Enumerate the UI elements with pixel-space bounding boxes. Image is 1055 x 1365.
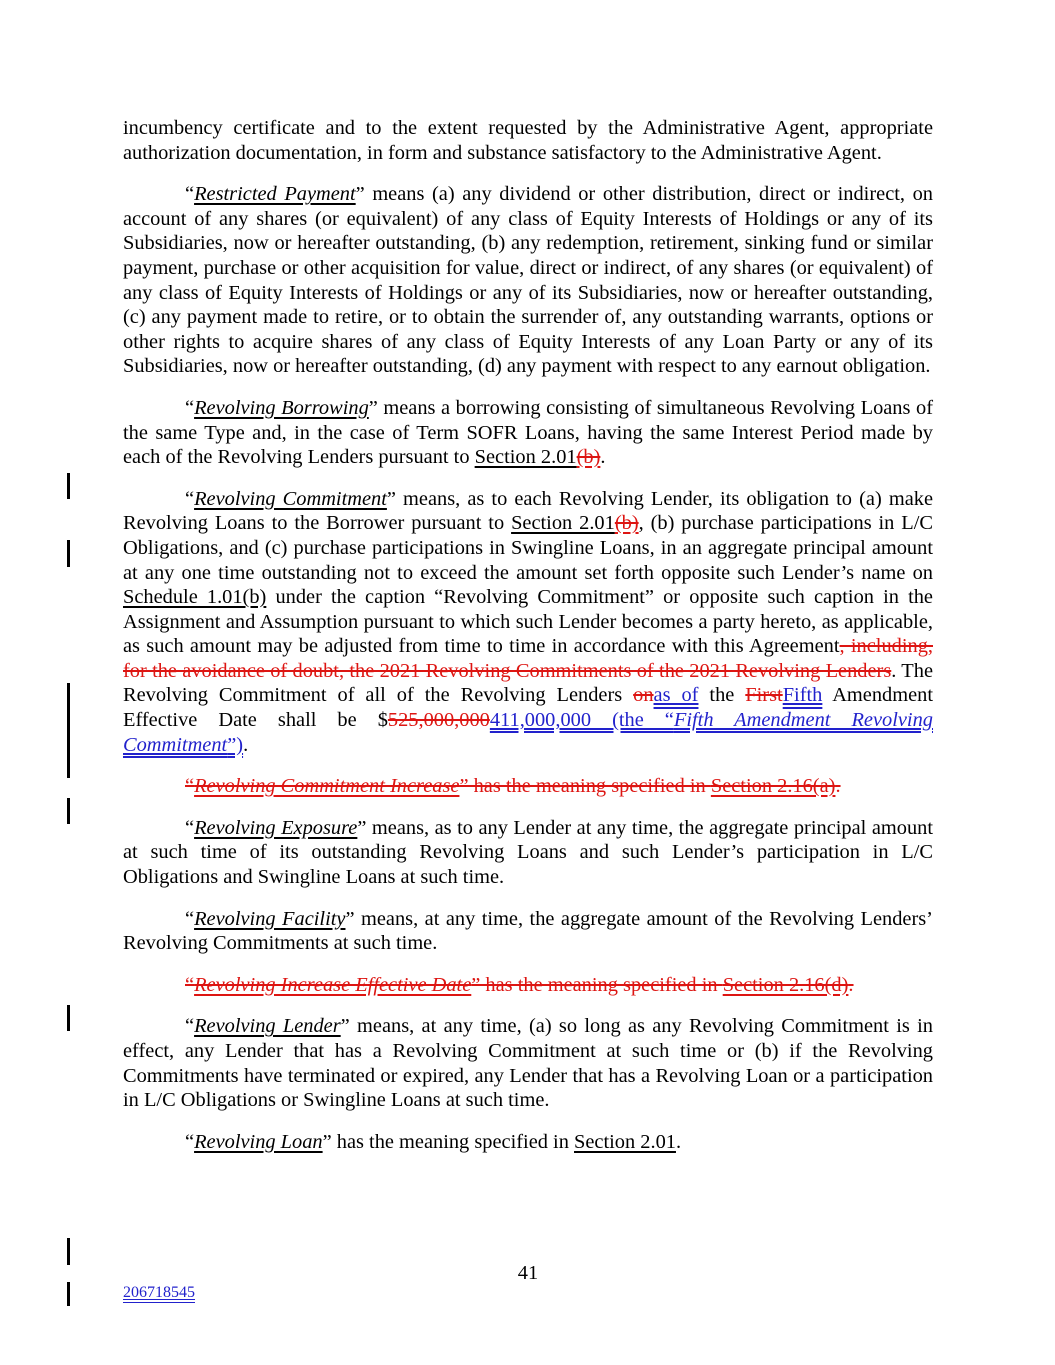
text-run: ” means, at any time, the aggregate amount of the Revolving Lenders’ Revolving Commitments at such time. (123, 907, 933, 955)
change-bar (67, 1005, 70, 1031)
text-run: “ (185, 775, 195, 798)
text-run: Fifth (782, 684, 823, 707)
footer-doc-id-link[interactable]: 206718545 (123, 1284, 195, 1301)
change-bar (67, 1238, 70, 1265)
text-run: First (745, 684, 783, 707)
text-run: “ (185, 183, 195, 206)
text-run: . (848, 973, 854, 996)
text-run: (b) (614, 512, 639, 535)
text-run: “ (185, 1130, 195, 1153)
text-run: . (835, 775, 841, 798)
text-run: , (b) purchase participations in L/C Obligations, and (c) purchase participations in Swingline Loans, in an aggregate principal amount at any one time outstanding not to exceed the amount set forth opposite such Lender’s name on (123, 512, 934, 584)
text-run: (b) (576, 446, 601, 469)
text-run: “ (185, 396, 195, 419)
text-run: Revolving Commitment (194, 487, 387, 510)
text-run: . The Revolving Commitment of all of the Revolving Lenders (123, 659, 933, 707)
text-run: “ (185, 1015, 195, 1038)
text-run: Fifth Amendment Revolving Commitment (123, 709, 933, 756)
text-run: incumbency certificate and to the extent requested by the Administrative Agent, appropriate authorization documentation, in form and substance satisfactory to the Administrative Agent. (123, 117, 933, 164)
text-run: . (600, 446, 606, 469)
paragraph (123, 1130, 933, 1155)
text-run: . (675, 1130, 682, 1153)
text-run: Restricted Payment (194, 183, 356, 206)
page-number: 41 (517, 1262, 539, 1284)
paragraph (123, 487, 933, 758)
text-run: under the caption “Revolving Commitment” or opposite such caption in the Assignment and Assumption pursuant to which such Lender becomes a party hereto, as applicable, as such amount may be adjusted from time to time in accordance with this Agreement (123, 586, 933, 658)
paragraph (123, 816, 933, 890)
change-bar (67, 798, 70, 824)
text-run: Section 2.16(d) (722, 973, 849, 996)
text-run: ” means (a) any dividend or other distribution, direct or indirect, on account of any shares (or equivalent) of any class of Equity Interests of Holdings or any of its Subsidiaries, now or hereafter outstanding, (b) any redemption, retirement, sinking fund or similar payment, purchase or other acquisition for value, direct or indirect, of any shares (or equivalent) of any class of Equity Interests of Holdings or any of its Subsidiaries, now or hereafter outstanding, (c) any payment made to retire, or to obtain the surrender of, any outstanding warrants, options or other rights to acquire shares of any class of Equity Interests of any Loan Party or any of its Subsidiaries, now or hereafter outstanding, (d) any payment with respect to any earnout obligation. (123, 183, 933, 378)
text-run: Revolving Borrowing (194, 396, 369, 419)
paragraph (123, 116, 933, 165)
text-run: ”) (227, 733, 244, 756)
text-run: on (633, 684, 654, 707)
paragraph (123, 396, 933, 470)
paragraph (123, 1014, 933, 1112)
change-bar (67, 473, 70, 499)
text-run: , including, for the avoidance of doubt, the 2021 Revolving Commitments of the 2021 Revolving Lenders (123, 635, 933, 682)
text-run: ” has the meaning specified in (459, 775, 711, 798)
paragraph (123, 774, 933, 799)
text-run: Section 2.01 (511, 512, 615, 535)
text-run: Schedule 1.01(b) (123, 586, 267, 609)
text-run: “ (185, 907, 195, 930)
text-run: ” means, as to each Revolving Lender, its obligation to (a) make Revolving Loans to the Borrower pursuant to (123, 487, 933, 535)
text-run: Revolving Increase Effective Date (194, 973, 472, 996)
text-run: ” has the meaning specified in (471, 973, 723, 996)
paragraph (123, 182, 933, 379)
text-run: Section 2.16(a) (710, 775, 836, 798)
text-run: Revolving Exposure (194, 816, 358, 839)
text-run: ” means, at any time, (a) so long as any Revolving Commitment is in effect, any Lender that has a Revolving Commitment at such time or (b) if the Revolving Commitments have terminated or expired, any Lender that has a Revolving Loan or a participation in L/C Obligations or Swingline Loans at such time. (123, 1015, 933, 1112)
text-run: ” means, as to any Lender at any time, the aggregate principal amount at such time of its outstanding Revolving Loans and such Lender’s participation in L/C Obligations and Swingline Loans at such time. (123, 816, 933, 889)
paragraph (123, 973, 933, 998)
change-bar (67, 1282, 70, 1306)
text-run: the (698, 684, 746, 707)
text-run: . (243, 733, 249, 756)
text-run: 525,000,000 (387, 709, 490, 732)
text-run: “ (185, 487, 195, 510)
paragraph (123, 907, 933, 956)
text-run: Revolving Lender (194, 1015, 341, 1038)
change-bar (67, 540, 70, 567)
text-run: as of (653, 684, 699, 707)
text-run: Revolving Commitment Increase (194, 775, 460, 798)
text-run: ” means a borrowing consisting of simultaneous Revolving Loans of the same Type and, in the case of Term SOFR Loans, having the same Interest Period made by each of the Revolving Lenders pursuant to (123, 396, 933, 469)
text-run: “ (185, 816, 195, 839)
text-run: Section 2.01 (474, 446, 577, 469)
text-run: Amendment Effective Date shall be $ (123, 684, 933, 732)
text-run: Revolving Facility (194, 907, 346, 930)
text-run: Revolving Loan (194, 1130, 323, 1153)
text-run: “ (185, 973, 195, 996)
document-body (123, 116, 933, 1171)
text-run: ” has the meaning specified in (322, 1130, 575, 1153)
text-run: 411,000,000 (the “ (489, 709, 674, 732)
text-run: Section 2.01 (574, 1130, 676, 1153)
change-bar (67, 683, 70, 778)
